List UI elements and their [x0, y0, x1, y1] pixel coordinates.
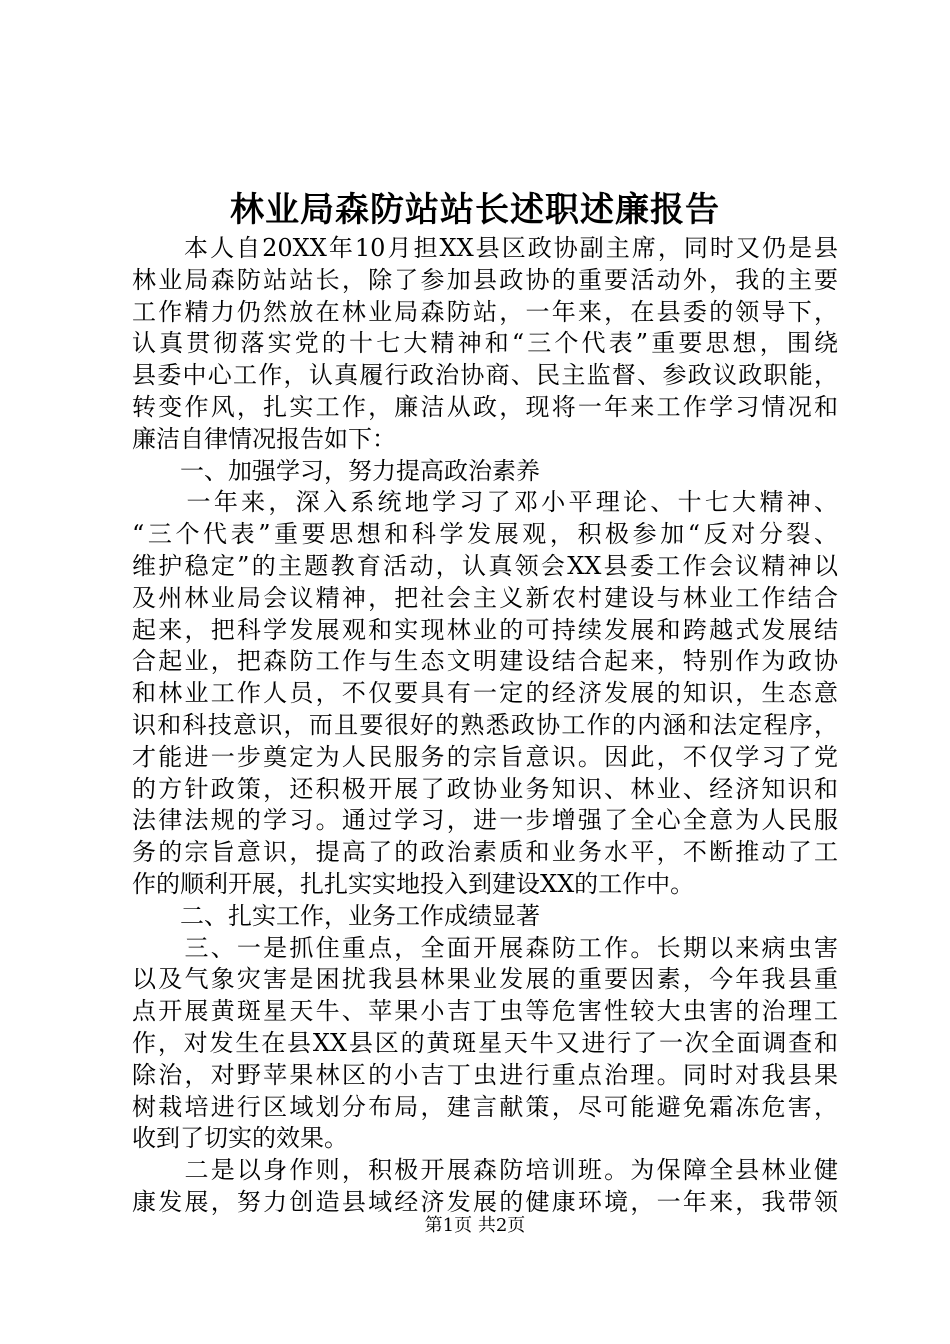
- section-heading: 二、扎实工作，业务工作成绩显著: [132, 901, 540, 930]
- body-line: 务的宗旨意识，提高了的政治素质和业务水平，不断推动了工: [132, 838, 838, 867]
- body-line: 和林业工作人员，不仅要具有一定的经济发展的知识，生态意: [132, 679, 838, 708]
- body-line: 三、一是抓住重点，全面开展森防工作。长期以来病虫害: [132, 933, 838, 962]
- body-line: “三个代表”重要思想和科学发展观，积极参加“反对分裂、: [132, 520, 838, 549]
- body-line: 认真贯彻落实党的十七大精神和“三个代表”重要思想，围绕: [132, 329, 838, 358]
- page-footer: 第1页 共2页: [424, 1215, 526, 1236]
- body-line: 作的顺利开展，扎扎实实地投入到建设XX的工作中。: [132, 869, 695, 898]
- body-line: 林业局森防站站长，除了参加县政协的重要活动外，我的主要: [132, 265, 838, 294]
- body-line: 转变作风，扎实工作，廉洁从政，现将一年来工作学习情况和: [132, 392, 838, 421]
- body-line: 以及气象灾害是困扰我县林果业发展的重要因素，今年我县重: [132, 965, 838, 994]
- section-heading: 一、加强学习，努力提高政治素养: [132, 456, 540, 485]
- body-line: 树栽培进行区域划分布局，建言献策，尽可能避免霜冻危害，: [132, 1092, 838, 1121]
- document-body: [132, 233, 838, 1219]
- body-line: 本人自20XX年10月担XX县区政协副主席，同时又仍是县: [132, 234, 838, 262]
- body-line: 作，对发生在县XX县区的黄斑星天牛又进行了一次全面调查和: [132, 1028, 838, 1057]
- body-line: 合起业，把森防工作与生态文明建设结合起来，特别作为政协: [132, 647, 838, 676]
- body-line: 县委中心工作，认真履行政治协商、民主监督、参政议政职能，: [132, 361, 838, 390]
- body-line: 的方针政策，还积极开展了政协业务知识、林业、经济知识和: [132, 774, 838, 803]
- body-line: 点开展黄斑星天牛、苹果小吉丁虫等危害性较大虫害的治理工: [132, 997, 838, 1026]
- body-line: 及州林业局会议精神，把社会主义新农村建设与林业工作结合: [132, 583, 838, 612]
- body-line: 康发展，努力创造县域经济发展的健康环境，一年来，我带领: [132, 1187, 838, 1216]
- body-line: 维护稳定”的主题教育活动，认真领会XX县委工作会议精神以: [132, 551, 838, 580]
- body-line: 一年来，深入系统地学习了邓小平理论、十七大精神、: [132, 488, 838, 517]
- body-line: 除治，对野苹果林区的小吉丁虫进行重点治理。同时对我县果: [132, 1060, 838, 1089]
- body-line: 识和科技意识，而且要很好的熟悉政协工作的内涵和法定程序，: [132, 710, 838, 739]
- document-title: 林业局森防站站长述职述廉报告: [230, 190, 720, 230]
- body-line: 工作精力仍然放在林业局森防站，一年来，在县委的领导下，: [132, 297, 838, 326]
- body-line: 法律法规的学习。通过学习，进一步增强了全心全意为人民服: [132, 806, 838, 835]
- body-line: 才能进一步奠定为人民服务的宗旨意识。因此，不仅学习了党: [132, 742, 838, 771]
- body-line: 廉洁自律情况报告如下：: [132, 424, 396, 453]
- body-line: 起来，把科学发展观和实现林业的可持续发展和跨越式发展结: [132, 615, 838, 644]
- body-line: 二是以身作则，积极开展森防培训班。为保障全县林业健: [132, 1156, 838, 1185]
- body-line: 收到了切实的效果。: [132, 1124, 348, 1153]
